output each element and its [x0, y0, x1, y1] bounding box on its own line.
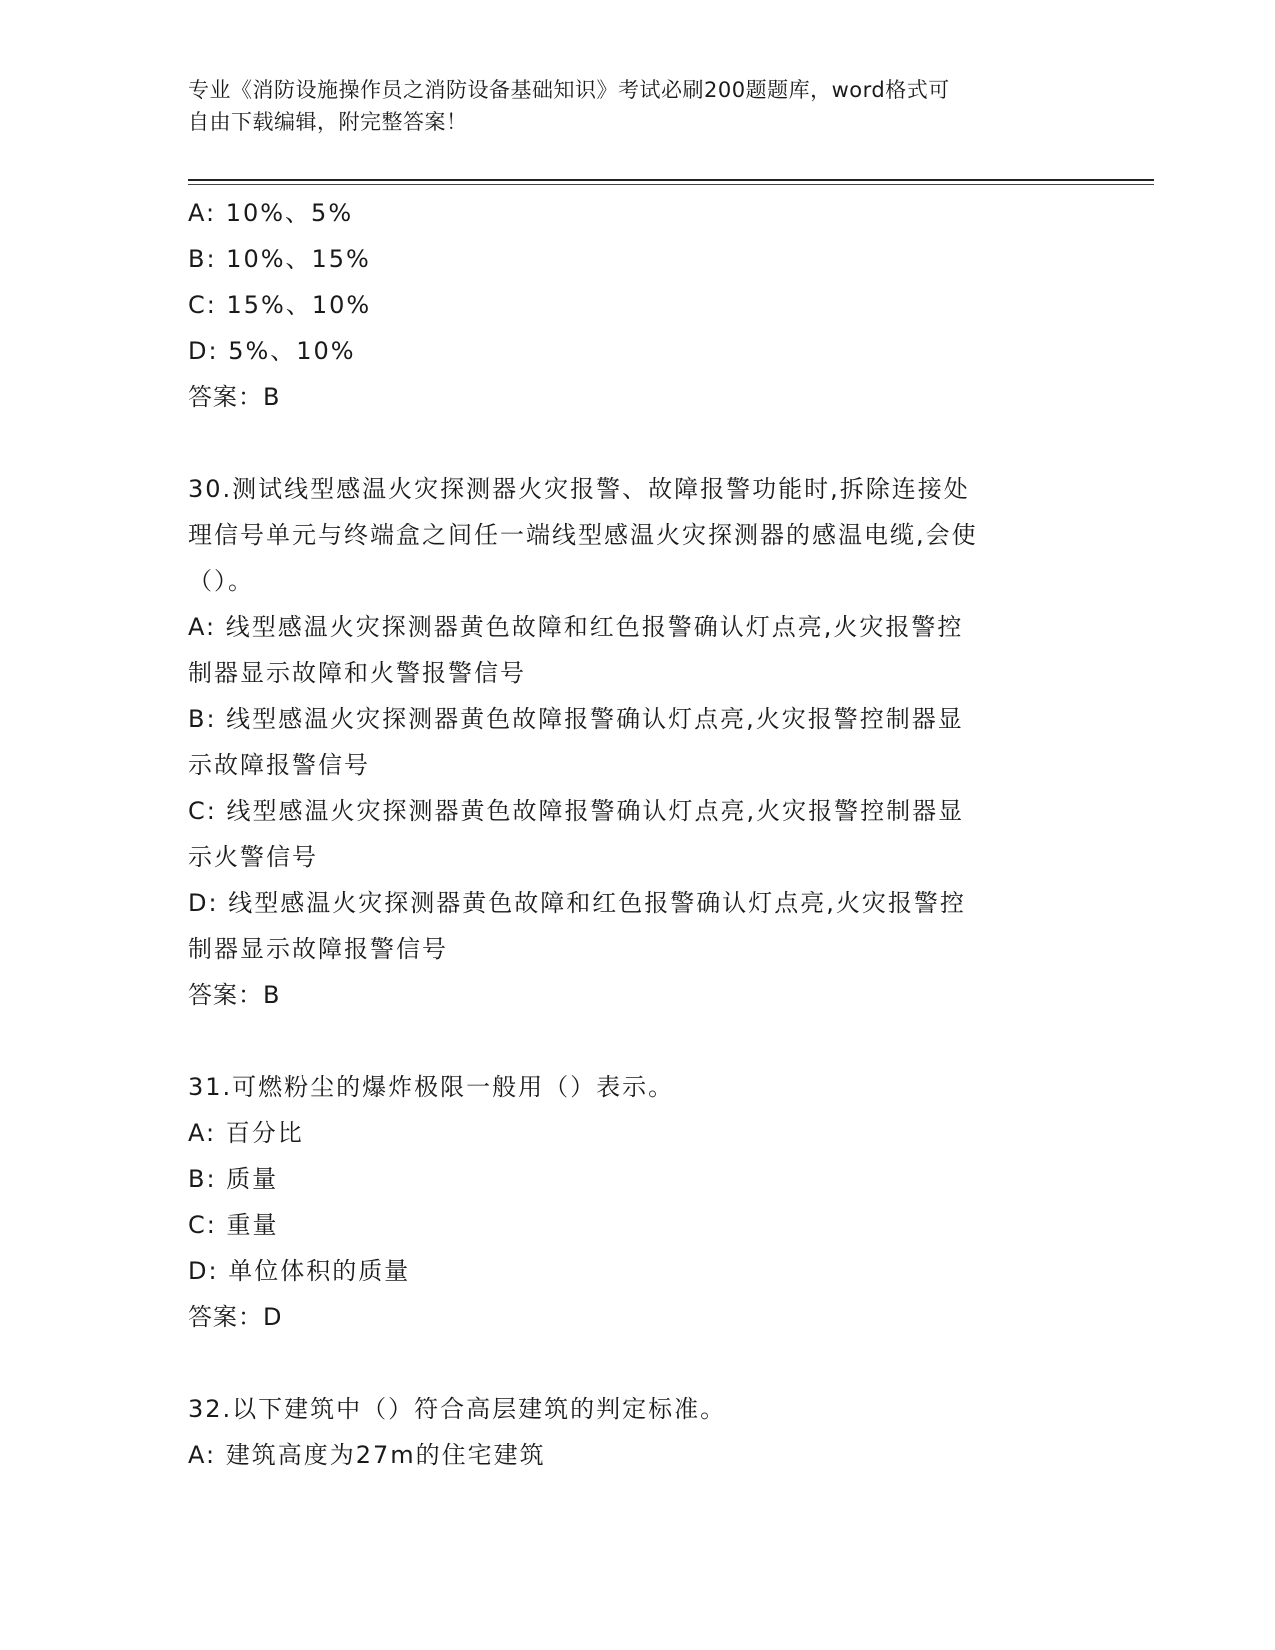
option-c-cont: 示火警信号	[188, 843, 318, 871]
option-d: D: 线型感温火灾探测器黄色故障和红色报警确认灯点亮,火灾报警控	[188, 889, 966, 917]
option-d: D: 单位体积的质量	[188, 1257, 411, 1285]
question-31	[188, 1064, 1088, 1340]
answer: 答案：B	[188, 981, 281, 1009]
header-divider-thin	[188, 184, 1154, 185]
question-list	[188, 190, 1088, 1478]
option-a: A: 线型感温火灾探测器黄色故障和红色报警确认灯点亮,火灾报警控	[188, 613, 964, 641]
header-line-2: 自由下载编辑，附完整答案！	[188, 110, 468, 134]
option-b: B: 质量	[188, 1165, 279, 1193]
option-d: D: 5%、10%	[188, 337, 356, 365]
question-stem: 32.以下建筑中（）符合高层建筑的判定标准。	[188, 1395, 727, 1423]
option-c: C: 15%、10%	[188, 291, 372, 319]
header-divider	[188, 179, 1154, 181]
option-a: A: 10%、5%	[188, 199, 354, 227]
option-b-cont: 示故障报警信号	[188, 751, 370, 779]
option-a-cont: 制器显示故障和火警报警信号	[188, 659, 526, 687]
option-c: C: 线型感温火灾探测器黄色故障报警确认灯点亮,火灾报警控制器显	[188, 797, 965, 825]
header-line-1: 专业《消防设施操作员之消防设备基础知识》考试必刷200题题库，word格式可	[188, 78, 950, 102]
question-32	[188, 1386, 1088, 1478]
option-a: A: 建筑高度为27m的住宅建筑	[188, 1441, 546, 1469]
option-a: A: 百分比	[188, 1119, 304, 1147]
question-stem: 31.可燃粉尘的爆炸极限一般用（）表示。	[188, 1073, 675, 1101]
answer: 答案：B	[188, 383, 281, 411]
option-c: C: 重量	[188, 1211, 279, 1239]
option-d-cont: 制器显示故障报警信号	[188, 935, 448, 963]
question-29	[188, 190, 1088, 420]
question-stem: 30.测试线型感温火灾探测器火灾报警、故障报警功能时,拆除连接处	[188, 475, 970, 503]
question-stem: （）。	[188, 567, 254, 595]
option-b: B: 线型感温火灾探测器黄色故障报警确认灯点亮,火灾报警控制器显	[188, 705, 964, 733]
question-stem: 理信号单元与终端盒之间任一端线型感温火灾探测器的感温电缆,会使	[188, 521, 978, 549]
question-30	[188, 466, 1088, 1018]
option-b: B: 10%、15%	[188, 245, 371, 273]
document-header	[188, 74, 1088, 138]
answer: 答案：D	[188, 1303, 283, 1331]
